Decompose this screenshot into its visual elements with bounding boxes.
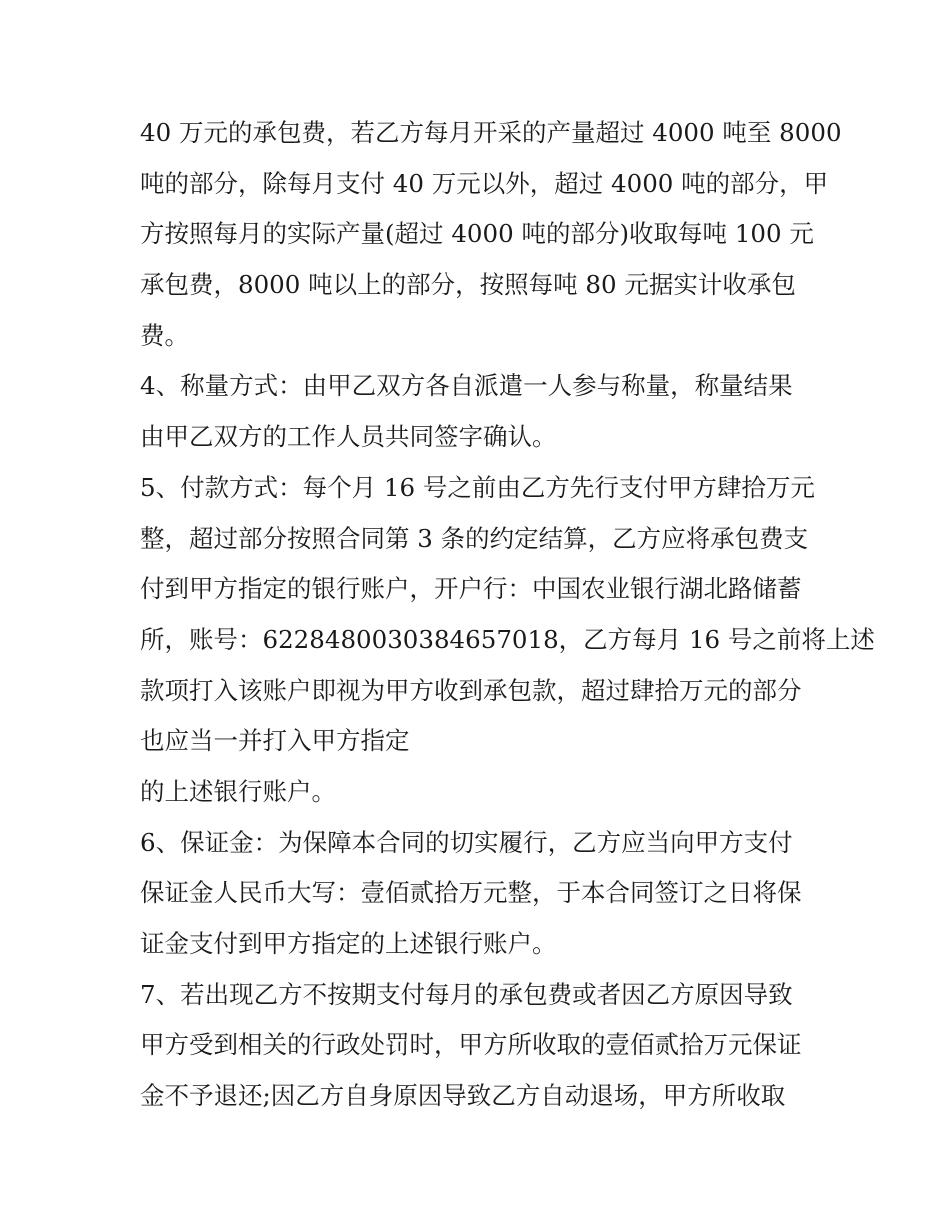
text-line: 由甲乙双方的工作人员共同签字确认。 bbox=[140, 422, 557, 452]
text-line: 款项打入该账户即视为甲方收到承包款，超过肆拾万元的部分 bbox=[140, 675, 802, 705]
text-line: 费。 bbox=[140, 320, 189, 350]
text-line: 4、称量方式：由甲乙双方各自派遣一人参与称量，称量结果 bbox=[140, 371, 793, 401]
text-line: 付到甲方指定的银行账户，开户行：中国农业银行湖北路储蓄 bbox=[140, 574, 802, 604]
text-line: 保证金人民币大写：壹佰贰拾万元整，于本合同签订之日将保 bbox=[140, 878, 802, 908]
text-line: 5、付款方式：每个月 16 号之前由乙方先行支付甲方肆拾万元 bbox=[140, 472, 815, 502]
text-line: 的上述银行账户。 bbox=[140, 776, 336, 806]
text-line: 方按照每月的实际产量(超过 4000 吨的部分)收取每吨 100 元 bbox=[140, 219, 814, 249]
text-line: 40 万元的承包费，若乙方每月开采的产量超过 4000 吨至 8000 bbox=[140, 118, 842, 147]
text-line: 6、保证金：为保障本合同的切实履行，乙方应当向甲方支付 bbox=[140, 827, 793, 857]
contract-text bbox=[140, 108, 875, 1122]
text-line: 金不予退还;因乙方自身原因导致乙方自动退场，甲方所收取 bbox=[140, 1081, 786, 1111]
text-line: 整，超过部分按照合同第 3 条的约定结算，乙方应将承包费支 bbox=[140, 523, 809, 553]
text-line: 7、若出现乙方不按期支付每月的承包费或者因乙方原因导致 bbox=[140, 979, 793, 1009]
text-line: 也应当一并打入甲方指定 bbox=[140, 726, 410, 756]
text-line: 证金支付到甲方指定的上述银行账户。 bbox=[140, 929, 557, 958]
text-line: 甲方受到相关的行政处罚时，甲方所收取的壹佰贰拾万元保证 bbox=[140, 1030, 802, 1060]
text-line: 所，账号：6228480030384657018，乙方每月 16 号之前将上述 bbox=[140, 624, 875, 654]
text-line: 吨的部分，除每月支付 40 万元以外，超过 4000 吨的部分，甲 bbox=[140, 168, 829, 198]
text-line: 承包费，8000 吨以上的部分，按照每吨 80 元据实计收承包 bbox=[140, 270, 796, 300]
